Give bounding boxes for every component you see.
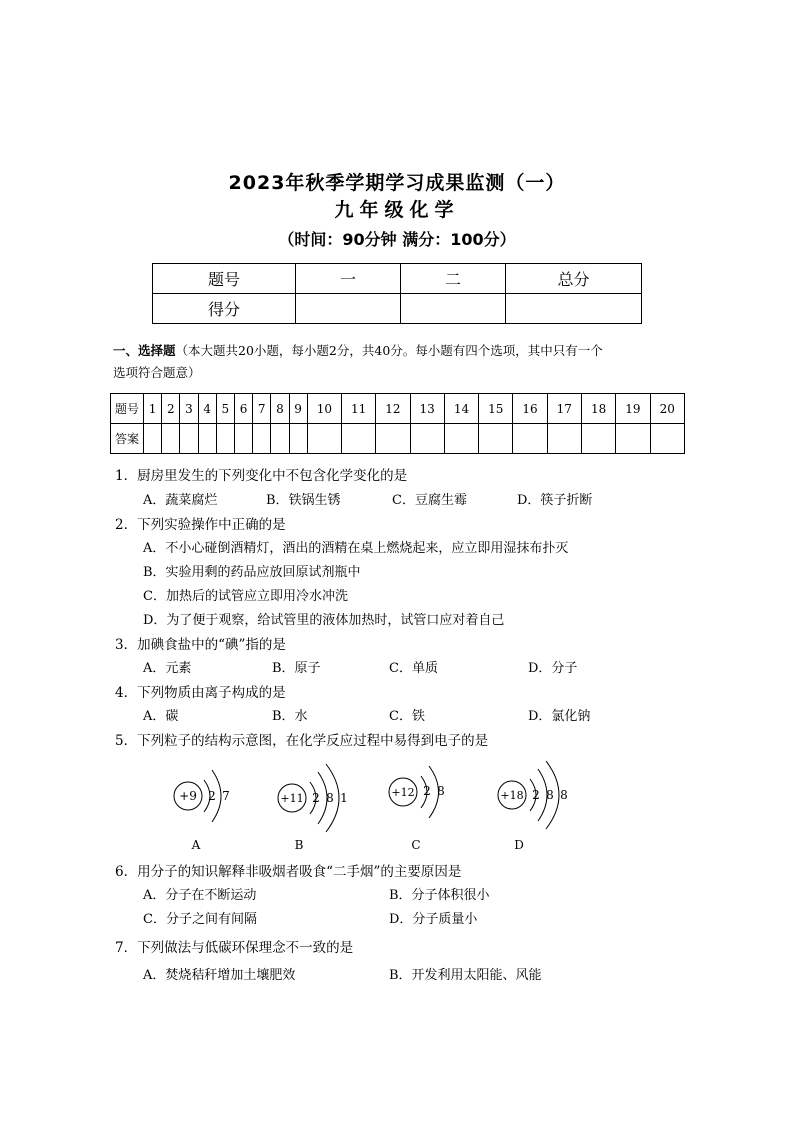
answer-number-cell: 11	[341, 394, 375, 424]
atom-diagram-b	[278, 764, 348, 852]
atom-diagram-c	[389, 766, 445, 852]
answer-number-cell: 19	[616, 394, 650, 424]
option: C．加热后的试管应立即用冷水冲洗	[143, 589, 348, 604]
option: D．分子	[528, 661, 578, 676]
option: B．原子	[272, 661, 321, 676]
option: D．氯化钠	[528, 709, 591, 724]
option: C．豆腐生霉	[392, 493, 467, 508]
option: B．分子体积很小	[389, 888, 490, 903]
option: C．分子之间有间隔	[143, 912, 257, 927]
electron-count: 8	[326, 791, 334, 805]
option: A．不小心碰倒酒精灯，酒出的酒精在桌上燃烧起来，应立即用湿抹布扑灭	[143, 541, 569, 556]
electron-count: 8	[546, 788, 554, 802]
nucleus-charge: +18	[500, 789, 524, 802]
answer-number-cell: 10	[307, 394, 341, 424]
section-instructions	[113, 340, 685, 384]
answer-cell[interactable]	[616, 424, 650, 454]
answer-number-cell: 15	[479, 394, 513, 424]
electron-count: 8	[437, 784, 445, 798]
atom-diagram-a	[174, 770, 230, 852]
option: A．蔬菜腐烂	[143, 493, 218, 508]
answer-table-row	[111, 394, 685, 424]
option: D．为了便于观察，给试管里的液体加热时，试管口应对着自己	[143, 613, 505, 628]
score-cell[interactable]	[506, 294, 642, 324]
option: C．铁	[389, 709, 425, 724]
score-header-cell: 总分	[506, 264, 642, 294]
answer-cell[interactable]	[216, 424, 234, 454]
answer-number-cell: 18	[581, 394, 615, 424]
answer-number-cell: 7	[253, 394, 271, 424]
section-instructions-line1: （本大题共20小题，每小题2分，共40分。每小题有四个选项，其中只有一个	[175, 343, 603, 358]
score-cell[interactable]	[401, 294, 506, 324]
score-table-row	[153, 264, 642, 294]
option: C．单质	[389, 661, 438, 676]
nucleus-charge: +9	[179, 789, 197, 803]
option: D．筷子折断	[517, 493, 593, 508]
score-row-label: 得分	[153, 294, 296, 324]
score-header-cell: 题号	[153, 264, 296, 294]
answer-number-cell: 2	[162, 394, 180, 424]
question-stem: 6．用分子的知识解释非吸烟者吸食“二手烟”的主要原因是	[115, 864, 462, 880]
diagram-label: C	[411, 838, 421, 852]
answer-number-cell: 9	[289, 394, 307, 424]
option: B．开发利用太阳能、风能	[389, 968, 542, 983]
answer-number-cell: 16	[513, 394, 547, 424]
section-instructions-line2: 选项符合题意）	[113, 365, 201, 380]
option: B．铁锅生锈	[266, 493, 341, 508]
answer-table-row	[111, 424, 685, 454]
electron-count: 2	[532, 788, 540, 802]
question-stem: 7．下列做法与低碳环保理念不一致的是	[115, 940, 354, 956]
diagram-label: D	[514, 838, 524, 852]
answer-cell[interactable]	[479, 424, 513, 454]
answer-cell[interactable]	[376, 424, 410, 454]
electron-count: 2	[208, 789, 216, 803]
nucleus-charge: +11	[280, 792, 304, 805]
question-stem: 5．下列粒子的结构示意图，在化学反应过程中易得到电子的是	[115, 733, 489, 749]
option: D．分子质量小	[389, 912, 478, 927]
answer-cell[interactable]	[253, 424, 271, 454]
answer-cell[interactable]	[307, 424, 341, 454]
answer-cell[interactable]	[271, 424, 289, 454]
question-stem: 2．下列实验操作中正确的是	[115, 517, 286, 533]
option: B．实验用剩的药品应放回原试剂瓶中	[143, 565, 361, 580]
answer-number-cell: 20	[650, 394, 685, 424]
atom-diagram-d	[498, 761, 568, 852]
option: A．元素	[143, 661, 192, 676]
score-table-row	[153, 294, 642, 324]
answer-row-label: 题号	[111, 394, 144, 424]
answer-cell[interactable]	[513, 424, 547, 454]
answer-table	[110, 393, 685, 454]
option: A．焚烧秸秆增加土壤肥效	[143, 968, 296, 983]
answer-number-cell: 3	[180, 394, 198, 424]
electron-count: 8	[560, 788, 568, 802]
answer-cell[interactable]	[180, 424, 198, 454]
score-header-cell: 二	[401, 264, 506, 294]
answer-cell[interactable]	[650, 424, 685, 454]
electron-count: 2	[312, 791, 320, 805]
answer-number-cell: 1	[144, 394, 162, 424]
score-table	[152, 263, 642, 324]
answer-cell[interactable]	[162, 424, 180, 454]
diagram-label: A	[191, 838, 201, 852]
answer-cell[interactable]	[144, 424, 162, 454]
option: A．碳	[143, 709, 179, 724]
option: A．分子在不断运动	[143, 888, 257, 903]
nucleus-charge: +12	[391, 786, 415, 799]
score-header-cell: 一	[296, 264, 401, 294]
electron-count: 2	[423, 784, 431, 798]
answer-number-cell: 5	[216, 394, 234, 424]
answer-cell[interactable]	[444, 424, 478, 454]
answer-cell[interactable]	[234, 424, 252, 454]
answer-number-cell: 12	[376, 394, 410, 424]
answer-number-cell: 4	[198, 394, 216, 424]
answer-cell[interactable]	[289, 424, 307, 454]
electron-count: 1	[340, 791, 348, 805]
answer-number-cell: 14	[444, 394, 478, 424]
exam-title: 2023年秋季学期学习成果监测（一）	[228, 172, 566, 194]
option: B．水	[272, 709, 308, 724]
answer-row-label: 答案	[111, 424, 144, 454]
answer-number-cell: 17	[547, 394, 581, 424]
answer-number-cell: 8	[271, 394, 289, 424]
question-stem: 3．加碘食盐中的“碘”指的是	[115, 637, 286, 653]
score-cell[interactable]	[296, 294, 401, 324]
question-stem: 1．厨房里发生的下列变化中不包含化学变化的是	[115, 468, 408, 484]
electron-count: 7	[222, 789, 230, 803]
answer-cell[interactable]	[581, 424, 615, 454]
question-stem: 4．下列物质由离子构成的是	[115, 685, 286, 701]
exam-subject: 九年级化学	[334, 199, 460, 221]
answer-cell[interactable]	[410, 424, 444, 454]
exam-info: （时间：90分钟 满分：100分）	[278, 230, 516, 249]
answer-cell[interactable]	[341, 424, 375, 454]
answer-cell[interactable]	[547, 424, 581, 454]
diagram-label: B	[294, 838, 304, 852]
answer-cell[interactable]	[198, 424, 216, 454]
atomic-structure-diagrams	[160, 752, 620, 852]
answer-number-cell: 6	[234, 394, 252, 424]
answer-number-cell: 13	[410, 394, 444, 424]
section-heading: 一、选择题	[113, 343, 176, 358]
